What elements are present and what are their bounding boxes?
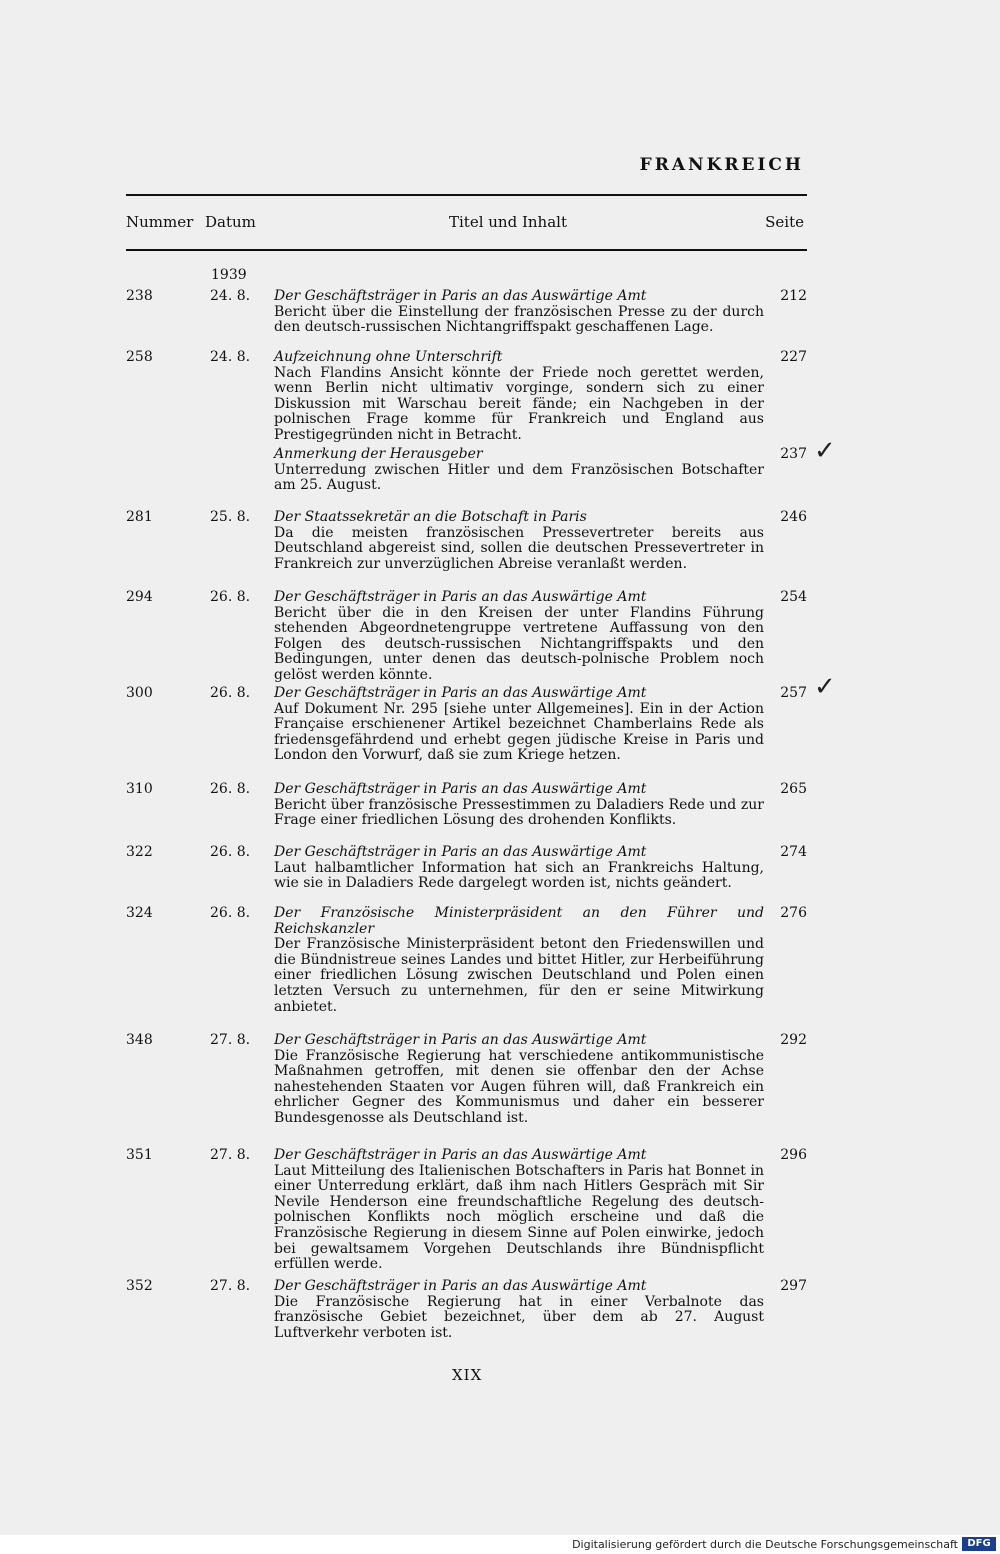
column-header-number: Nummer (126, 213, 194, 231)
entry-number: 348 (126, 1032, 153, 1048)
entry-title: Der Geschäftsträger in Paris an das Auswärtige Amt (274, 1032, 647, 1048)
entry-page: 246 (780, 509, 807, 525)
entry-text: Bericht über die Einstellung der französischen Presse zu der durch den deutsch-russischen Nichtangriffspakt geschaffenen Lage. (274, 303, 764, 336)
entry-title: Der Geschäftsträger in Paris an das Auswärtige Amt (274, 1147, 647, 1163)
entry-text: Der Französische Ministerpräsident betont den Friedenswillen und die Bündnistreue seines Landes und bittet Hitler, zur Herbeiführung einer friedlichen Lösung zwischen Deutschland und Polen einen letzten Versuch zu unternehmen, für den er seine Mitwirkung anbietet. (274, 936, 764, 1015)
entry-text: Unterredung zwischen Hitler und dem Französischen Botschafter am 25. August. (274, 461, 764, 494)
entry-text: Bericht über französische Pressestimmen zu Daladiers Rede und zur Frage einer friedlichen Lösung des drohenden Konflikts. (274, 796, 764, 829)
entry-date: 24. 8. (210, 349, 251, 365)
entry-text: Laut Mitteilung des Italienischen Botschafters in Paris hat Bonnet in einer Unterredung erklärt, daß ihm nach Hitlers Gespräch mit Sir Nevile Henderson eine freundschaftliche Regelung des deutsch-polnischen Konflikts noch möglich erscheine und daß die Französische Regierung in diesem Sinne auf Polen einwirke, jedoch bei gewaltsamem Vorgehen Deutschlands ihre Bündnispflicht erfüllen werde. (274, 1162, 764, 1273)
entry-number: 294 (126, 589, 153, 605)
entry-page: 254 (780, 589, 807, 605)
rule-bottom (126, 249, 807, 251)
entry-number: 351 (126, 1147, 153, 1163)
entry-number: 238 (126, 288, 153, 304)
entry-date: 27. 8. (210, 1032, 251, 1048)
entry-date: 26. 8. (210, 844, 251, 860)
entry-number: 258 (126, 349, 153, 365)
dfg-logo: DFG (962, 1537, 996, 1551)
entry-number: 300 (126, 685, 153, 701)
checkmark-annotation: ✓ (814, 672, 836, 702)
rule-top (126, 194, 807, 196)
entry-text: Die Französische Regierung hat verschiedene antikommunistische Maßnahmen getroffen, mit denen sie offenbar den der Achse nahestehenden Staaten vor Augen führen will, daß Frankreich ein ehrlicher Gegner des Kommunismus und daher ein besserer Bundesgenosse als Deutschland ist. (274, 1047, 764, 1126)
column-header-date: Datum (205, 213, 256, 231)
entry-text: Bericht über die in den Kreisen der unter Flandins Führung stehenden Abgeordnetengruppe vertretene Auffassung von den Folgen des deutsch-russischen Nichtangriffspakts und den Bedingungen, unter denen das deutsch-polnische Problem noch gelöst werden könnte. (274, 604, 764, 683)
entry-number: 310 (126, 781, 153, 797)
entry-date: 27. 8. (210, 1147, 251, 1163)
entry-title: Anmerkung der Herausgeber (274, 446, 483, 462)
entry-date: 24. 8. (210, 288, 251, 304)
entry-title: Aufzeichnung ohne Unterschrift (274, 349, 503, 365)
entry-number: 281 (126, 509, 153, 525)
entry-title: Der Geschäftsträger in Paris an das Auswärtige Amt (274, 685, 647, 701)
funding-credit: Digitalisierung gefördert durch die Deutsche Forschungsgemeinschaft (572, 1538, 958, 1551)
entry-date: 26. 8. (210, 589, 251, 605)
entry-page: 212 (780, 288, 807, 304)
entry-title: Der Staatssekretär an die Botschaft in Paris (274, 509, 587, 525)
year-label: 1939 (211, 267, 247, 283)
entry-page: 292 (780, 1032, 807, 1048)
entry-page: 237 (780, 446, 807, 462)
entry-page: 297 (780, 1278, 807, 1294)
checkmark-annotation: ✓ (814, 436, 836, 466)
entry-text: Laut halbamtlicher Information hat sich an Frankreichs Haltung, wie sie in Daladiers Rede dargelegt worden ist, nichts geändert. (274, 859, 764, 892)
entry-title: Der Französische Ministerpräsident an den Führer und Reichskanzler (274, 905, 764, 937)
entry-page: 276 (780, 905, 807, 921)
entry-date: 25. 8. (210, 509, 251, 525)
page-number: XIX (452, 1366, 483, 1384)
column-header-page: Seite (765, 213, 804, 231)
entry-title: Der Geschäftsträger in Paris an das Auswärtige Amt (274, 781, 647, 797)
entry-number: 352 (126, 1278, 153, 1294)
entry-page: 274 (780, 844, 807, 860)
entry-date: 26. 8. (210, 781, 251, 797)
entry-page: 257 (780, 685, 807, 701)
entry-title: Der Geschäftsträger in Paris an das Auswärtige Amt (274, 589, 647, 605)
entry-number: 324 (126, 905, 153, 921)
entry-title: Der Geschäftsträger in Paris an das Auswärtige Amt (274, 1278, 647, 1294)
entry-text: Auf Dokument Nr. 295 [siehe unter Allgemeines]. Ein in der Action Française erschienener Artikel bezeichnet Chamberlains Rede als friedensgefährdend und erhebt gegen jüdische Kreise in Paris und London den Vorwurf, daß sie zum Kriege hetzen. (274, 700, 764, 764)
entry-date: 26. 8. (210, 685, 251, 701)
column-header-title: Titel und Inhalt (449, 213, 567, 231)
entry-title: Der Geschäftsträger in Paris an das Auswärtige Amt (274, 288, 647, 304)
entry-page: 227 (780, 349, 807, 365)
entry-date: 27. 8. (210, 1278, 251, 1294)
entry-text: Die Französische Regierung hat in einer Verbalnote das französische Gebiet bezeichnet, über dem ab 27. August Luftverkehr verboten ist. (274, 1293, 764, 1341)
entry-title: Der Geschäftsträger in Paris an das Auswärtige Amt (274, 844, 647, 860)
entry-page: 296 (780, 1147, 807, 1163)
footer-bar (0, 1535, 1000, 1554)
entry-text: Da die meisten französischen Pressevertreter bereits aus Deutschland abgereist sind, sollen die deutschen Pressevertreter in Frankreich zur unverzüglichen Abreise veranlaßt werden. (274, 524, 764, 572)
entry-date: 26. 8. (210, 905, 251, 921)
entry-text: Nach Flandins Ansicht könnte der Friede noch gerettet werden, wenn Berlin nicht ultimativ vorginge, sondern sich zu einer Diskussion mit Warschau bereit fände; ein Nachgeben in der polnischen Frage komme für Frankreich und England aus Prestigegründen nicht in Betracht. (274, 364, 764, 443)
entry-page: 265 (780, 781, 807, 797)
section-title: FRANKREICH (639, 155, 804, 175)
entry-number: 322 (126, 844, 153, 860)
